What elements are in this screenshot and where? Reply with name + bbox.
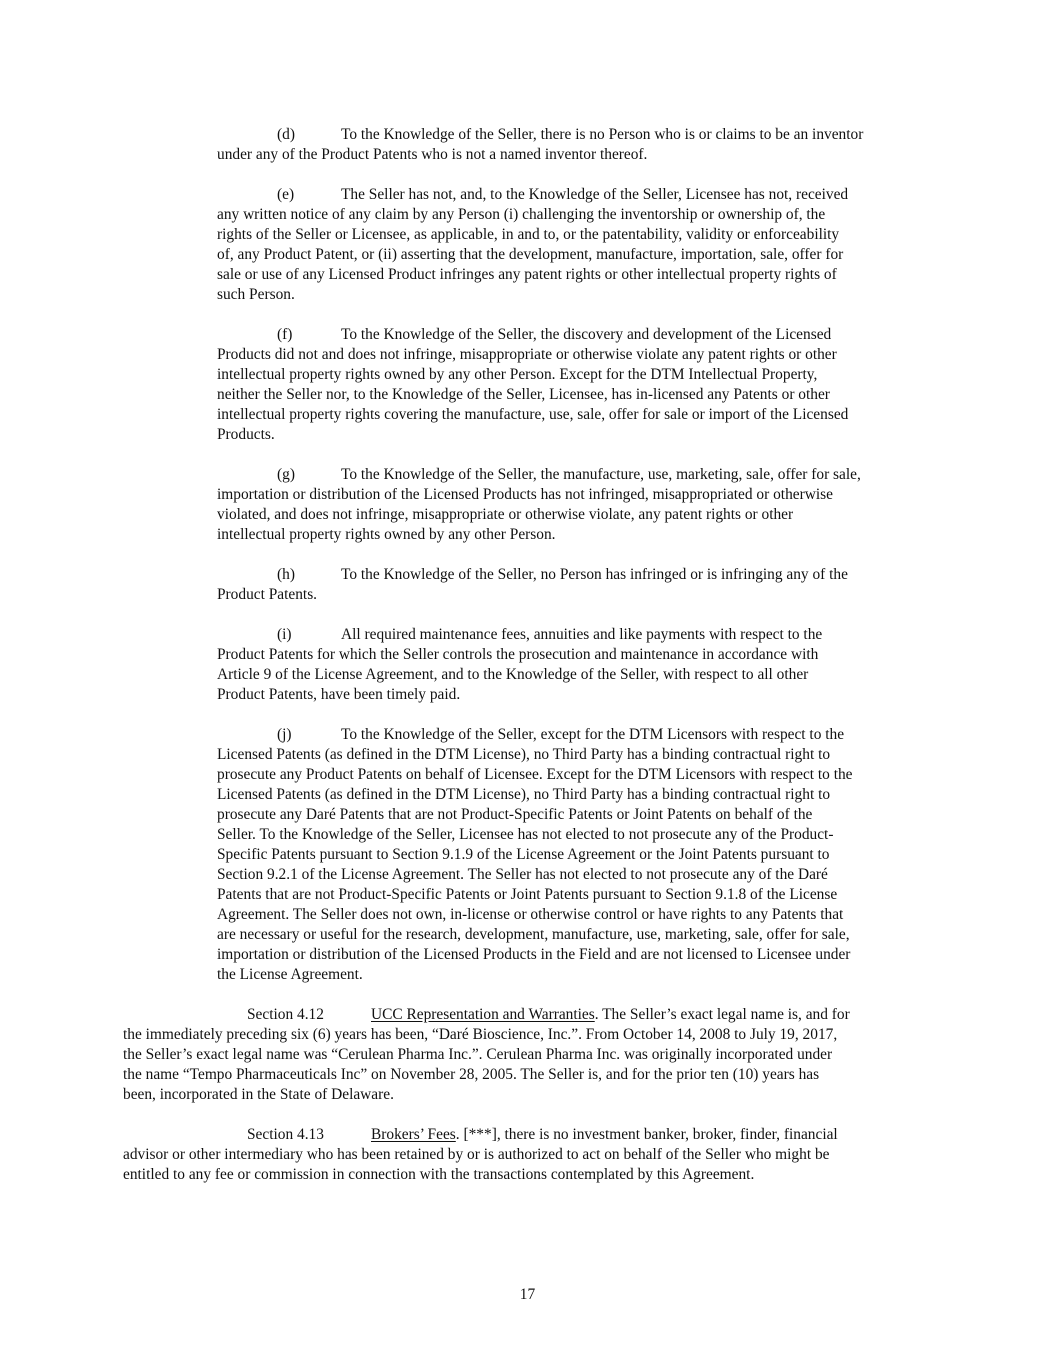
section-text: been, incorporated in the State of Delaware. <box>123 1086 394 1103</box>
clause-text: prosecute any Product Patents on behalf of Licensee. Except for the DTM Licensors with respect to the <box>217 766 853 783</box>
page-number: 17 <box>519 1286 536 1303</box>
clause-text: All required maintenance fees, annuities and like payments with respect to the <box>341 626 823 643</box>
clause-text: To the Knowledge of the Seller, no Person has infringed or is infringing any of the <box>341 566 848 583</box>
clause-label: (f) <box>277 326 293 343</box>
clause-text: To the Knowledge of the Seller, the discovery and development of the Licensed <box>341 326 832 343</box>
clause-text: The Seller has not, and, to the Knowledge of the Seller, Licensee has not, received <box>341 186 849 203</box>
clause-text: of, any Product Patent, or (ii) asserting that the development, manufacture, importation, sale, offer for <box>217 246 844 263</box>
clause-text: any written notice of any claim by any Person (i) challenging the inventorship or ownership of, the <box>217 206 826 223</box>
clause-text: Specific Patents pursuant to Section 9.1.9 of the License Agreement or the Joint Patents pursuant to <box>217 846 830 863</box>
clause-text: under any of the Product Patents who is not a named inventor thereof. <box>217 146 648 163</box>
clause-text: importation or distribution of the Licensed Products in the Field and are not licensed to Licensee under <box>217 946 851 963</box>
clause-text: rights of the Seller or Licensee, as applicable, in and to, or the patentability, validity or enforceability <box>217 226 840 243</box>
clause-text: To the Knowledge of the Seller, there is no Person who is or claims to be an inventor <box>341 126 864 143</box>
section-heading: Brokers’ Fees <box>371 1126 456 1143</box>
clause-text: Agreement. The Seller does not own, in-license or otherwise control or have rights to any Patents that <box>217 906 844 923</box>
clause-label: (i) <box>277 626 292 643</box>
clause-text: Seller. To the Knowledge of the Seller, Licensee has not elected to not prosecute any of the Product- <box>217 826 834 843</box>
clause-text: Licensed Patents (as defined in the DTM License), no Third Party has a binding contractual right to <box>217 786 831 803</box>
section-text: entitled to any fee or commission in connection with the transactions contemplated by this Agreement. <box>123 1166 755 1183</box>
clause-text: intellectual property rights covering the manufacture, use, sale, offer for sale or import of the Licensed <box>217 406 849 423</box>
clause-text: Products did not and does not infringe, misappropriate or otherwise violate any patent rights or other <box>217 346 837 363</box>
clause-text: Article 9 of the License Agreement, and to the Knowledge of the Seller, with respect to all other <box>217 666 809 683</box>
clause-text: Licensed Patents (as defined in the DTM License), no Third Party has a binding contractual right to <box>217 746 831 763</box>
section-text: the name “Tempo Pharmaceuticals Inc” on November 28, 2005. The Seller is, and for the prior ten (10) years has <box>123 1066 820 1083</box>
clause-label: (d) <box>277 126 295 143</box>
section-heading: UCC Representation and Warranties <box>371 1006 595 1023</box>
clause-label: (j) <box>277 726 292 743</box>
clause-text: sale or use of any Licensed Product infringes any patent rights or other intellectual property rights of <box>217 266 837 283</box>
clause-text: To the Knowledge of the Seller, the manufacture, use, marketing, sale, offer for sale, <box>341 466 861 483</box>
clause-label: (g) <box>277 466 295 483</box>
clause-text: neither the Seller nor, to the Knowledge of the Seller, Licensee, has in-licensed any Patents or other <box>217 386 830 403</box>
section-number: Section 4.13 <box>247 1126 324 1143</box>
clause-text: Section 9.2.1 of the License Agreement. The Seller has not elected to not prosecute any of the Daré <box>217 866 828 883</box>
clause-text: violated, and does not infringe, misappropriate or otherwise violate, any patent rights or other <box>217 506 794 523</box>
clause-text: are necessary or useful for the research, development, manufacture, use, marketing, sale, offer for sale, <box>217 926 850 943</box>
clause-text: Patents that are not Product-Specific Patents or Joint Patents pursuant to Section 9.1.8 of the License <box>217 886 838 903</box>
clause-text: importation or distribution of the Licensed Products has not infringed, misappropriated or otherwise <box>217 486 833 503</box>
clause-text: intellectual property rights owned by any other Person. <box>217 526 556 543</box>
clause-text: Product Patents. <box>217 586 318 603</box>
section-text: . The Seller’s exact legal name is, and for <box>594 1006 850 1023</box>
section-text: advisor or other intermediary who has been retained by or is authorized to act on behalf of the Seller who might be <box>123 1146 830 1163</box>
section-number: Section 4.12 <box>247 1006 324 1023</box>
clause-text: such Person. <box>217 286 295 303</box>
section-text: the immediately preceding six (6) years has been, “Daré Bioscience, Inc.”. From October 14, 2008 to July 19, 2017, <box>123 1026 838 1043</box>
section-text: . [***], there is no investment banker, broker, finder, financial <box>455 1126 838 1143</box>
clause-text: prosecute any Daré Patents that are not Product-Specific Patents or Joint Patents on behalf of the <box>217 806 813 823</box>
section-text: the Seller’s exact legal name was “Cerulean Pharma Inc.”. Cerulean Pharma Inc. was originally incorporated under <box>123 1046 833 1063</box>
clause-text: Product Patents for which the Seller controls the prosecution and maintenance in accordance with <box>217 646 819 663</box>
clause-text: To the Knowledge of the Seller, except for the DTM Licensors with respect to the <box>341 726 845 743</box>
clause-text: the License Agreement. <box>217 966 363 983</box>
clause-label: (e) <box>277 186 295 203</box>
clause-text: Product Patents, have been timely paid. <box>217 686 461 703</box>
clause-text: Products. <box>217 426 275 443</box>
clause-text: intellectual property rights owned by any other Person. Except for the DTM Intellectual Property, <box>217 366 818 383</box>
clause-label: (h) <box>277 566 295 583</box>
